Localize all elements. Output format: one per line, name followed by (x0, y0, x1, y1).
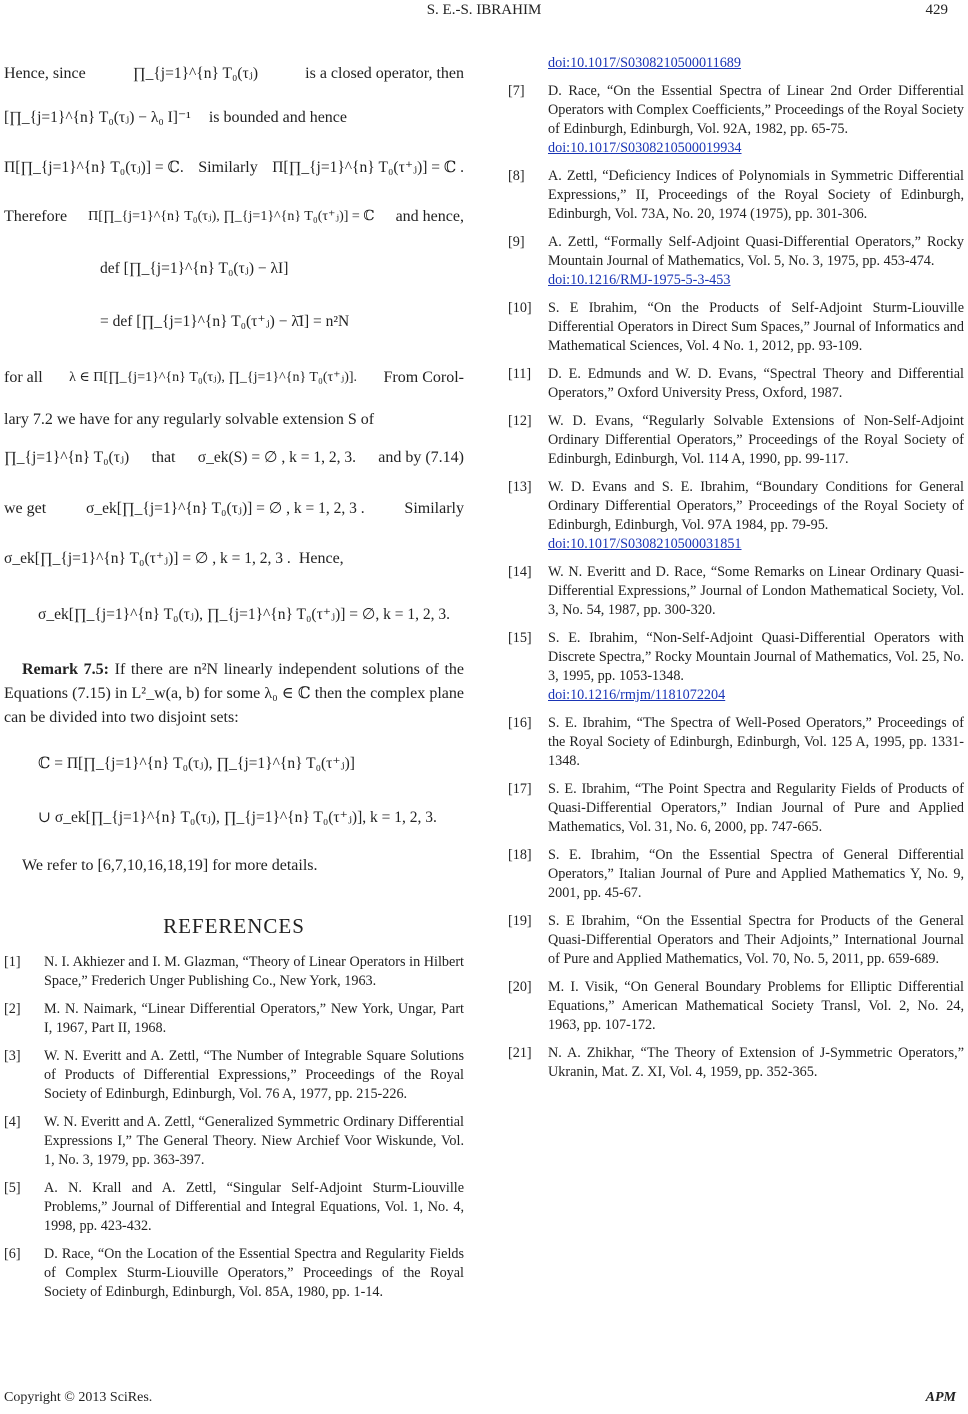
reference-item (4, 953, 464, 991)
references-list-left (4, 953, 464, 1302)
reference-body (548, 978, 964, 1035)
reference-number: [9] (508, 234, 525, 250)
text-fragment: Therefore (4, 208, 68, 225)
reference-text: A. Zettl, “Formally Self-Adjoint Quasi-Differential Operators,” Rocky Mountain Journal of Mathematics, Vol. 5, No. 3, 1975, pp. 453-474. (548, 234, 964, 269)
text-line-6: lary 7.2 we have for any regularly solvable extension S of (4, 411, 375, 428)
reference-number: [8] (508, 168, 525, 184)
reference-doi-link[interactable]: doi:10.1216/rmjm/1181072204 (548, 687, 726, 703)
reference-body (548, 233, 964, 290)
text-fragment: we get (4, 500, 47, 517)
page-number: 429 (925, 2, 948, 18)
reference-body (548, 629, 964, 705)
text-line-1 (4, 56, 464, 92)
reference-doi-link[interactable]: doi:10.1216/RMJ-1975-5-3-453 (548, 272, 731, 288)
reference-text: D. Race, “On the Location of the Essential Spectra and Regularity Fields of Complex Sturm-Liouville Operators,” Proceedings of the Royal Society of Edinburgh, Edinburgh, Vol. 85A, 1980, pp. 1-14. (44, 1246, 464, 1300)
text-line-3 (4, 144, 464, 192)
reference-number: [1] (4, 954, 21, 970)
reference-text: S. E. Ibrahim, “Non-Self-Adjoint Quasi-Differential Operators with Discrete Spectra,” Rocky Mountain Journal of Mathematics, Vol. 25, No. 3, 1995, pp. 1053-1348. (548, 630, 964, 684)
reference-body (548, 299, 964, 356)
reference-number: [2] (4, 1001, 21, 1017)
reference-text: M. N. Naimark, “Linear Differential Operators,” New York, Ungar, Part I, 1967, Part II, 1968. (44, 1001, 464, 1036)
reference-number: [7] (508, 83, 525, 99)
reference-text: D. E. Edmunds and W. D. Evans, “Spectral Theory and Differential Operators,” Oxford University Press, Oxford, 1987. (548, 366, 964, 401)
reference-item (508, 365, 964, 403)
reference-body (548, 563, 964, 620)
reference-text: D. Race, “On the Essential Spectra of Linear 2nd Order Differential Operators with Complex Coefficients,” Proceedings of the Royal Society of Edinburgh, Edinburgh, Vol. 92A, 1982, pp. 65-75. (548, 83, 964, 137)
reference-text: S. E Ibrahim, “On the Essential Spectra for Products of the General Quasi-Differential Operators and Their Adjoints,” International Journal of Pure and Applied Mathematics, Vol. 70, No. 5, 2011, pp. 659-689. (548, 913, 964, 967)
remark-7-5 (4, 658, 464, 730)
display-equation-sigma (4, 584, 464, 646)
reference-body (548, 912, 964, 969)
reference-number: [11] (508, 366, 532, 382)
reference-body (44, 1179, 464, 1236)
reference-number: [14] (508, 564, 532, 580)
reference-body (44, 1000, 464, 1038)
running-title: S. E.-S. IBRAHIM (426, 2, 542, 18)
math-inline: λ ∈ Π[∏_{j=1}^{n} T₀(τⱼ), ∏_{j=1}^{n} T₀(τ⁺ⱼ)]. (69, 370, 358, 385)
reference-item (508, 82, 964, 158)
reference-item (508, 167, 964, 224)
text-line-9 (4, 534, 464, 584)
reference-body (44, 1047, 464, 1104)
display-equation-c-1 (4, 736, 464, 792)
reference-text: A. Zettl, “Deficiency Indices of Polynomials in Symmetric Differential Expressions,” II, Proceedings of the Royal Society of Edinburgh, Edinburgh, Vol. 73A, No. 20, 1974 (1975), pp. 301-306. (548, 168, 964, 222)
remark-text: If there are n²N linearly independent solutions of the Equations (7.15) in L²_w(a, b) for some λ₀ ∈ ℂ then the complex plane can be divided into two disjoint sets: (4, 661, 465, 726)
references-heading: REFERENCES (163, 914, 305, 938)
reference-item (4, 1047, 464, 1104)
reference-number: [4] (4, 1114, 21, 1130)
text-fragment: and hence, (395, 208, 464, 225)
journal-abbrev: APM (925, 1390, 956, 1405)
reference-text: W. N. Everitt and A. Zettl, “The Number of Integrable Square Solutions of Products of Differential Expressions,” Proceedings of the Royal Society of Edinburgh, Edinburgh, Vol. 76 A, 1977, pp. 215-226. (44, 1048, 464, 1102)
text-line-4 (4, 192, 464, 242)
text-fragment: From Corol- (383, 369, 464, 386)
reference-item (508, 478, 964, 554)
text-line-2 (4, 92, 464, 144)
text-fragment: Hence, since (4, 65, 86, 82)
reference-text: M. I. Visik, “On General Boundary Problems for Elliptic Differential Equations,” American Mathematical Society Transl, Vol. 2, No. 24, 1963, pp. 107-172. (548, 979, 964, 1033)
reference-text: S. E Ibrahim, “On the Products of Self-Adjoint Sturm-Liouville Differential Operators in Direct Sum Spaces,” Journal of Informatics and Mathematical Sciences, Vol. 4 No. 1, 2012, pp. 93-109. (548, 300, 964, 354)
math-inline: ∏_{j=1}^{n} T₀(τⱼ) (4, 449, 130, 466)
reference-text: N. I. Akhiezer and I. M. Glazman, “Theory of Linear Operators in Hilbert Space,” Frederich Unger Publishing Co., New York, 1963. (44, 954, 464, 989)
text-line-5 (4, 348, 464, 408)
display-equation-def-1 (4, 242, 464, 296)
text-fragment: Similarly (404, 500, 464, 517)
remark-label: Remark 7.5: (22, 661, 109, 678)
math-display: def [∏_{j=1}^{n} T₀(τⱼ) − λI] (100, 260, 289, 277)
left-column (4, 56, 464, 1311)
reference-body (548, 780, 964, 837)
reference-body (44, 1245, 464, 1302)
reference-number: [3] (4, 1048, 21, 1064)
reference-body (548, 846, 964, 903)
text-fragment: and by (7.14) (378, 449, 464, 466)
reference-body (44, 953, 464, 991)
reference-body (548, 1044, 964, 1082)
reference-item (508, 563, 964, 620)
reference-number: [10] (508, 300, 532, 316)
reference-number: [18] (508, 847, 532, 863)
reference-text: S. E. Ibrahim, “On the Essential Spectra of General Differential Operators,” Italian Journal of Pure and Applied Mathematics Y, No. 9, 2001, pp. 45-67. (548, 847, 964, 901)
math-inline: ∏_{j=1}^{n} T₀(τⱼ) (132, 65, 259, 82)
reference-number: [13] (508, 479, 532, 495)
math-inline: σ_ek[∏_{j=1}^{n} T₀(τ⁺ⱼ)] = ∅ , k = 1, 2, 3 . (4, 550, 291, 567)
reference-item (508, 978, 964, 1035)
text-fragment: Similarly (198, 159, 258, 176)
text-fragment: is a closed operator, then (305, 65, 464, 82)
reference-number: [17] (508, 781, 532, 797)
text-fragment: Hence, (298, 550, 344, 567)
ref-6-doi-link[interactable]: doi:10.1017/S0308210500011689 (548, 55, 741, 71)
reference-item (4, 1179, 464, 1236)
reference-number: [16] (508, 715, 532, 731)
math-inline: σ_ek[∏_{j=1}^{n} T₀(τⱼ)] = ∅ , k = 1, 2, 3 . (86, 500, 365, 517)
reference-body (44, 1113, 464, 1170)
display-equation-def-2 (4, 296, 464, 348)
reference-text: W. N. Everitt and A. Zettl, “Generalized Symmetric Ordinary Differential Expressions I,” The General Theory. Niew Archief Voor Wiskunde, Vol. 1, No. 3, 1979, pp. 363-397. (44, 1114, 464, 1168)
reference-body (548, 478, 964, 554)
reference-item (4, 1000, 464, 1038)
reference-doi-link[interactable]: doi:10.1017/S0308210500019934 (548, 140, 742, 156)
reference-doi-link[interactable]: doi:10.1017/S0308210500031851 (548, 536, 742, 552)
copyright: Copyright © 2013 SciRes. (4, 1390, 153, 1405)
running-header (0, 0, 968, 20)
page-footer (0, 1390, 968, 1408)
math-display: ∪ σ_ek[∏_{j=1}^{n} T₀(τⱼ), ∏_{j=1}^{n} T₀(τ⁺ⱼ)], k = 1, 2, 3. (38, 809, 437, 826)
math-display: ℂ = Π[∏_{j=1}^{n} T₀(τⱼ), ∏_{j=1}^{n} T₀(τ⁺ⱼ)] (38, 755, 355, 772)
reference-number: [20] (508, 979, 532, 995)
text-fragment: that (151, 449, 176, 466)
text-line-7 (4, 432, 464, 484)
math-inline: [∏_{j=1}^{n} T₀(τⱼ) − λ₀ I]⁻¹ (4, 109, 191, 126)
reference-body (548, 412, 964, 469)
reference-item (508, 299, 964, 356)
math-display: = def [∏_{j=1}^{n} T₀(τ⁺ⱼ) − λ̄I] = n²N (100, 313, 350, 330)
text-fragment: is bounded and hence (208, 109, 347, 126)
reference-item (4, 1113, 464, 1170)
reference-number: [15] (508, 630, 532, 646)
text-line-8 (4, 484, 464, 534)
reference-item (508, 780, 964, 837)
reference-number: [12] (508, 413, 532, 429)
reference-text: N. A. Zhikhar, “The Theory of Extension of J-Symmetric Operators,” Ukranin, Mat. Z. XI, Vol. 4, 1959, pp. 352-365. (548, 1045, 964, 1080)
reference-text: W. D. Evans and S. E. Ibrahim, “Boundary Conditions for General Ordinary Differential Operators,” Proceedings of the Royal Society of Edinburgh, Edinburgh, Vol. 97A 1984, pp. 79-95. (548, 479, 964, 533)
reference-text: S. E. Ibrahim, “The Spectra of Well-Posed Operators,” Proceedings of the Royal Society of Edinburgh, Edinburgh, Vol. 125 A, 1995, pp. 1331-1348. (548, 715, 964, 769)
reference-body (548, 167, 964, 224)
reference-text: W. D. Evans, “Regularly Solvable Extensions of Non-Self-Adjoint Ordinary Differential Operators,” Proceedings of the Royal Society of Edinburgh, Edinburgh, Vol. 114 A, 1990, pp. 99-117. (548, 413, 964, 467)
reference-item (508, 846, 964, 903)
reference-number: [21] (508, 1045, 532, 1061)
math-inline: Π[∏_{j=1}^{n} T₀(τ⁺ⱼ)] = ℂ . (272, 159, 464, 176)
reference-body (548, 365, 964, 403)
text-fragment: for all (4, 369, 43, 386)
reference-body (548, 82, 964, 158)
math-inline: Π[∏_{j=1}^{n} T₀(τⱼ)] = ℂ. (4, 159, 184, 176)
refer-sentence: We refer to [6,7,10,16,18,19] for more details. (22, 857, 318, 874)
right-column (508, 56, 964, 1091)
display-equation-c-2 (4, 792, 464, 844)
reference-item (508, 629, 964, 705)
math-inline: σ_ek(S) = ∅ , k = 1, 2, 3. (197, 449, 356, 466)
references-list-right (508, 82, 964, 1082)
reference-text: W. N. Everitt and D. Race, “Some Remarks on Linear Ordinary Quasi-Differential Expressions,” Journal of London Mathematical Society, Vol. 3, No. 54, 1987, pp. 300-320. (548, 564, 964, 618)
reference-text: A. N. Krall and A. Zettl, “Singular Self-Adjoint Sturm-Liouville Problems,” Journal of Differential and Integral Equations, Vol. 1, No. 4, 1998, pp. 423-432. (44, 1180, 464, 1234)
reference-item (508, 714, 964, 771)
math-display: σ_ek[∏_{j=1}^{n} T₀(τⱼ), ∏_{j=1}^{n} T₀(τ⁺ⱼ)] = ∅, k = 1, 2, 3. (38, 606, 451, 623)
reference-number: [6] (4, 1246, 21, 1262)
reference-number: [5] (4, 1180, 21, 1196)
math-inline: Π[∏_{j=1}^{n} T₀(τⱼ), ∏_{j=1}^{n} T₀(τ⁺ⱼ)] = ℂ (88, 209, 375, 224)
reference-item (508, 1044, 964, 1082)
reference-body (548, 714, 964, 771)
reference-item (4, 1245, 464, 1302)
reference-item (508, 912, 964, 969)
ref-6-doi-line (508, 54, 964, 73)
reference-item (508, 233, 964, 290)
reference-text: S. E. Ibrahim, “The Point Spectra and Regularity Fields of Products of Quasi-Differential Operators,” Indian Journal of Pure and Applied Mathematics, Vol. 31, No. 6, 2000, pp. 747-665. (548, 781, 964, 835)
reference-number: [19] (508, 913, 532, 929)
reference-item (508, 412, 964, 469)
